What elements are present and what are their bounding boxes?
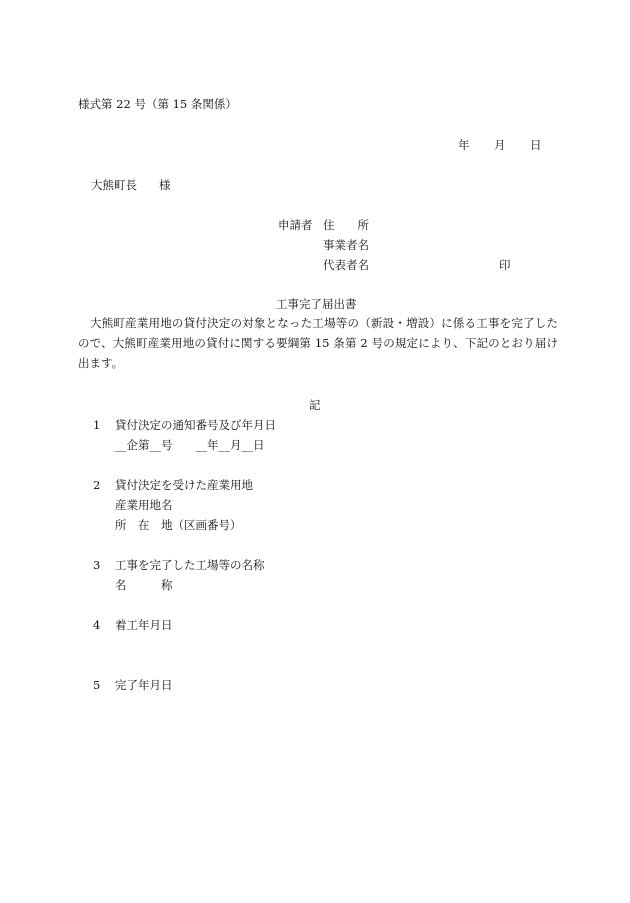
item-number: 1	[93, 418, 101, 432]
date-year: 年	[458, 138, 470, 152]
body-text: 大熊町産業用地の貸付決定の対象となった工場等の（新設・増設）に係る工事を完了したので、大熊町産業用地の貸付に関する要綱第 15 条第 2 号の規定により、下記のとおり届け出ます。	[78, 316, 558, 370]
item-label: 貸付決定の通知番号及び年月日	[115, 418, 276, 432]
item-sub-text: __企第__号 __年__月__日	[115, 438, 265, 452]
item-sub-text: 名 称	[115, 578, 173, 592]
item-label: 貸付決定を受けた産業用地	[115, 478, 253, 492]
item-label: 工事を完了した工場等の名称	[115, 558, 265, 572]
applicant-address-label: 住 所	[323, 218, 369, 232]
applicant-label: 申請者	[278, 218, 313, 232]
item-label: 完了年月日	[115, 678, 173, 692]
item-label: 着工年月日	[115, 618, 173, 632]
date-day: 日	[530, 138, 542, 152]
addressee-name: 大熊町長	[91, 178, 137, 192]
item-number: 5	[93, 678, 101, 692]
form-number: 様式第 22 号（第 15 条関係）	[78, 97, 237, 111]
item-sub-text: 所 在 地（区画番号）	[115, 518, 242, 532]
item-number: 3	[93, 558, 101, 572]
document-title: 工事完了届出書	[276, 297, 357, 311]
addressee-honorific: 様	[159, 178, 171, 192]
item-sub-text: 産業用地名	[115, 498, 173, 512]
seal-label: 印	[499, 258, 511, 272]
date-month: 月	[494, 138, 506, 152]
ki-label: 記	[309, 398, 321, 412]
applicant-business-name-label: 事業者名	[323, 238, 369, 252]
item-number: 2	[93, 478, 101, 492]
applicant-representative-label: 代表者名	[323, 258, 369, 272]
item-number: 4	[93, 618, 101, 632]
